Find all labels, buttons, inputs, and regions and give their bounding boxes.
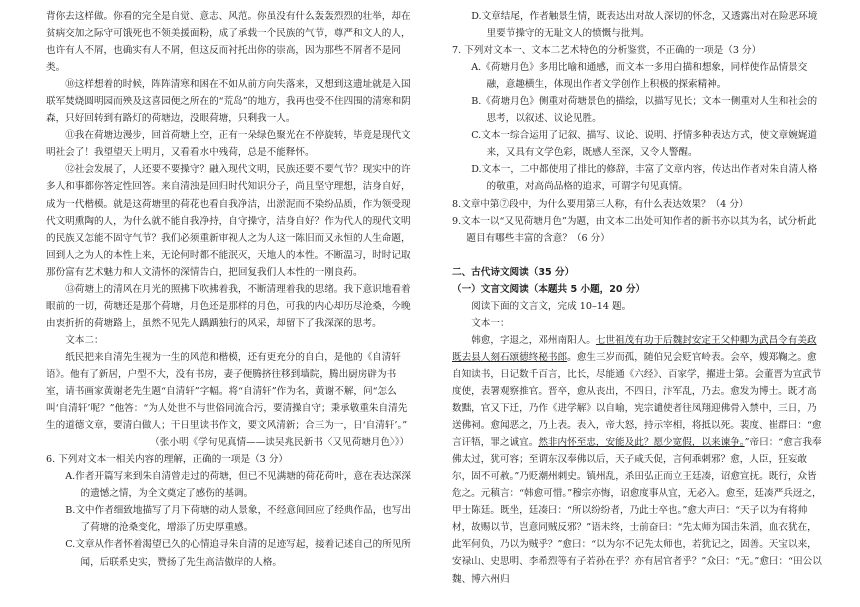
text1-paragraph-11: ⑪我在荷塘边漫步，回首荷塘上空，正有一朵绿色聚光在不停旋转，毕竟是现代文明社会了！我望望天上明月，又看看水中残荷，总是不能释怀。 (46, 130, 411, 159)
question-9: 9.文本一以“又见荷塘月色”为题，由文本二出处可知作者的新书亦以其为名，试分析此题目有哪些丰富的含意？（6 分） (452, 215, 817, 244)
spacer (452, 247, 824, 264)
question-6-option-c: C.文章从作者怀着渴望已久的心情追寻朱自清的足迹写起，接着记述自己的所见所闻，后联系史实，赞扬了先生高洁傲岸的人格。 (65, 539, 412, 568)
section-2-heading: 二、古代诗文阅读（35 分） (452, 266, 575, 278)
underlined-sentence-1: 七世祖茂有功于后魏封安定王父仲卿为武昌令有美政既去县人刻石颂德终秘书郎 (452, 334, 817, 363)
question-6-option-b: B.文中作者细致地描写了月下荷塘的动人景象，不经意间回应了经典作品，也写出了荷塘的沧桑变化，增添了历史厚重感。 (65, 505, 412, 534)
classical-text (452, 332, 824, 588)
reading-instruction: 阅读下面的文言文，完成 10–14 题。 (471, 300, 632, 312)
left-column (46, 8, 414, 571)
text1-paragraph-13: ⑬荷塘上的清风在月光的照拂下吹拂着我，不断清理着我的思绪。我下意识地看着眼前的一切，荷塘还是那个荷塘，月色还是那样的月色，可我的内心却历尽沧桑，今晚由衷折折的荷塘路上，虽然不见先人踽踽独行的风采，却留下了我深深的思考。 (46, 283, 411, 329)
question-7-option-b: B.《荷塘月色》侧重对荷塘景色的描绘，以描写见长；文本一侧重对人生和社会的思考，以叙述、议论见胜。 (471, 96, 818, 125)
text1-paragraph-9: 背你去这样做。你看的完全是自觉、意志、风范。你虽没有什么轰轰烈烈的壮举，却在贫病交加之际守可饿死也不领美援面粉，成了承载一个民族的气节，尊严和文人的人，也许有人不屑，也确实有人不屑，但这反而衬托出你的崇高，因为那些不屑者不是同类。 (46, 11, 411, 74)
question-7-option-c: C.文本一综合运用了记叙、描写、议论、说明、抒情多种表达方式，使文章婉娓道来，又具有文学色彩，既感人至深，又令人警醒。 (471, 130, 818, 159)
question-6: 6. 下列对文本一相关内容的理解，正确的一项是（3 分） (46, 454, 289, 466)
source-citation: （张小明《学句见真情——读吴兆民新书〈又见荷塘月色〉》） (150, 437, 410, 449)
text1-paragraph-10: ⑩这样想着的时候，阵阵清寒和困在不如从前方向失落来，又想到这遗址就是入国联军焚烧圆明园而殃及这喜园便之所在的“荒岛”的地方，我再也受不住四围的清寒和阴森，只好回转到有路灯的荷塘边，没眼荷塘，只剩我一人。 (46, 79, 411, 125)
classical-text-part-1: 韩愈，字退之，邓州南阳人。 (471, 334, 596, 346)
text2-label: 文本二： (65, 334, 104, 346)
classical-text-part-3: ”帝曰：“愈言我奉佛太过，犹可容；至谓东汉奉佛以后，天子咸夭促，言何乖刺邪？愈，人臣，狂妄敢尔，固不可赦。”乃贬潮州刺史。镇州乱，杀田弘正而立王廷凑，诏愈宣抚。既行，众皆危之。元稹言：“韩愈可惜。”穆宗亦悔，诏愈度事从宜，无必入。愈至，廷凑严兵迓之，甲士陈廷。既坐，廷凑曰：“所以纷纷者，乃此士卒也。”愈大声曰：“天子以为有将帅材，故赐以节，岂意同贼反邪？”语未终，士前奋曰：“先太师为国击朱滔，血衣犹在，此军何负，乃以为贼乎？”愈曰：“以为尔不记先太师也，若犹记之，固善。天宝以来，安禄山、史思明、李希烈等有子若孙在乎？亦有居官者乎？”众曰：“无。”愈曰：“田公以魏、博六州归 (452, 437, 822, 585)
question-8: 8.文章中第⑦段中，为什么要用第三人称，有什么表达效果？（4 分） (452, 198, 749, 210)
question-7-option-d: D.文本一，二中都使用了排比的修辞，丰富了文章内容，传达出作者对朱自清人格的敬重，对高尚品格的追求，可谓字句见真情。 (471, 164, 818, 193)
section-2-subheading: （一）文言文阅读（本题共 5 小题，20 分） (452, 283, 646, 295)
question-6-option-d: D.文章结尾，作者触景生情，既表达出对故人深切的怀念，又透露出对在险恶环境里要节操守的无耻文人的愤慨与批判。 (471, 11, 818, 40)
classical-text-part-2: 。愈生三岁而孤，随伯兄会贬官岭表。会卒，嫂郑鞠之。愈自知读书，日记数千百言，比长，尽能通《六经》、百家学，擢进士第。会董晋为宣武节度使，表署观察推官。晋卒，愈从丧出，不四日，汴军乱，乃去。愈发为博士。既才高数黜，官又下迁，乃作《进学解》以自喻，宪宗谴使者往凤翔迎佛骨入禁中，三日，乃送佛祠。愈闻恶之，乃上表。表入，帝大怒，持示宰相，将抵以死。裴度、崔群曰：“愈言讦牾，罪之诚宜。 (452, 351, 822, 449)
classical-text-label: 文本一： (471, 317, 510, 329)
underlined-sentence-2: 然非内怀至忠，安能及此？愿少宽假，以来谏争。 (538, 437, 745, 449)
question-7: 7. 下列对文本一、文本二艺术特色的分析鉴赏，不正确的一项是（3 分） (452, 45, 762, 57)
question-6-option-a: A.作者开篇写来到朱自清曾走过的荷塘，但已不见满塘的荷花荷叶，意在表达深深的遗憾之情，为全文奠定了感伤的基调。 (65, 471, 411, 500)
right-column (452, 8, 824, 588)
text1-paragraph-12: ⑫社会发展了，人还要不要操守？融入现代文明，民族还要不要气节？现实中的许多人和事都你答定性回答。来自清浊是回归时代知识分子，尚且坚守理想，洁身自好，成为一代楷模。就是这荷塘里的荷花也看自我净洁，出淤泥而不染纷品质，作为领受现代文明熏陶的人，为什么就不能自我净持，自守操守，洁身自好？作为代人的现代文明的民族又怎能不固守气节？我们必须重新审视人之为人这一陈旧而又永恒的人生命题，回到人之为人的本性上来，无论何时都不能泯灭，天地人的本性。不断温习，时时记取那份富有艺术魅力和人文清怀的深情告白，把回复我们人本性的一刚良药。 (46, 164, 411, 278)
text2-paragraph: 纸民把来自清先生视为一生的风范和楷模，还有更充分的自白，是他的《自清轩语》。他有了新居，户型不大，没有书房，妻子便腾挤往移到墙院，腾出厨房辟为书室，请书画家黄谢老先生题“自清轩”字幅。将“自清轩”作为名，黄谢不解，问“怎么叫‘自清轩’呢？”他答：“为人处世不与世俗同流合污，要清操自守；秉承敬重朱自清先生的道德文章，要清白做人；干日里读书作文，要文风清新；合三为一，日‘自清轩’。” (46, 351, 408, 432)
question-7-option-a: A.《荷塘月色》多用比喻和通感，而文本一多用白描和想象，同样使作品情景交融，意趣横生，体现出作者文学创作上积极的探索精神。 (471, 62, 808, 91)
